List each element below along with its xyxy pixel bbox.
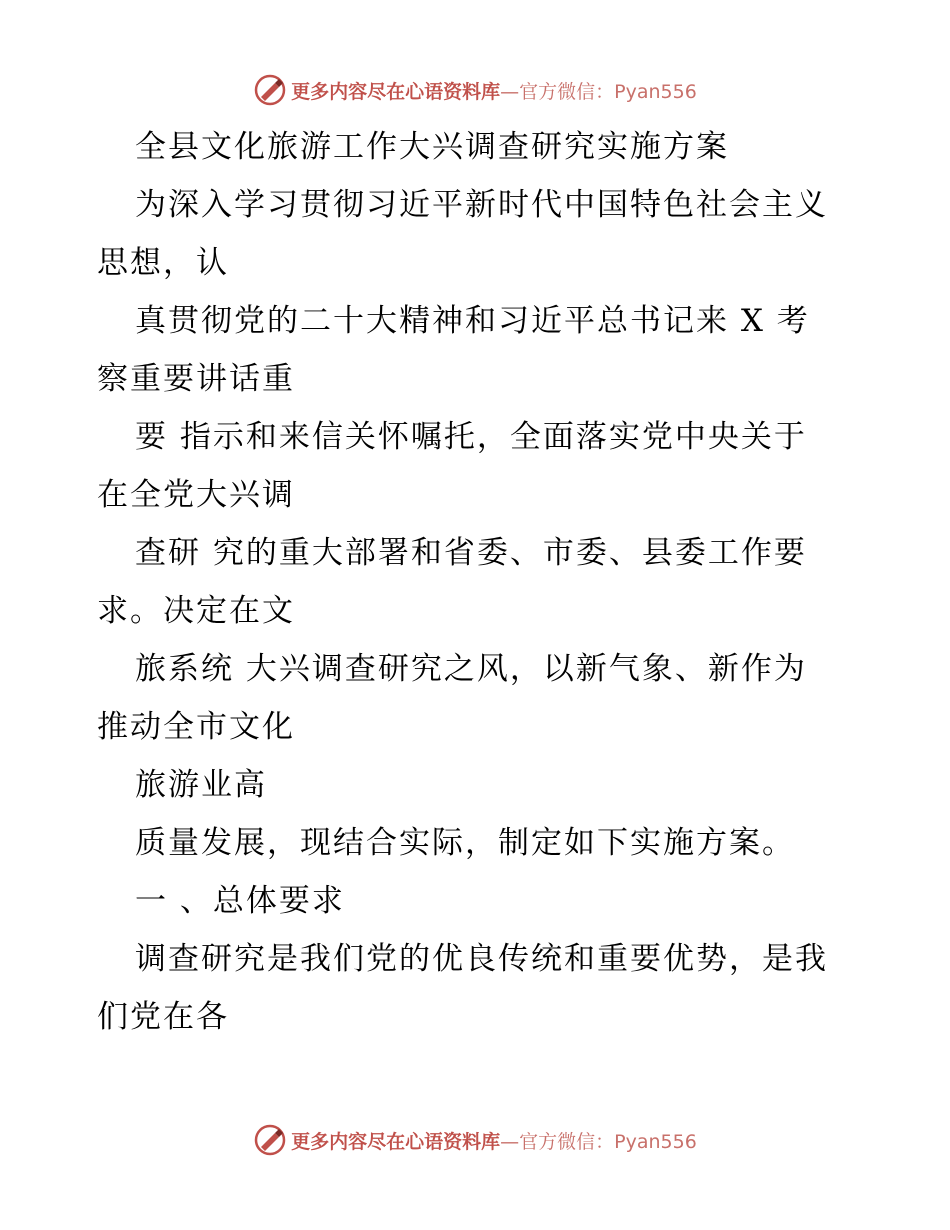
text-line: 求。决定在文 xyxy=(97,593,295,629)
section-heading: 一 、总体要求 xyxy=(135,883,345,919)
text-line: 旅游业高 xyxy=(135,767,267,803)
watermark-site: 更多内容尽在心语资料库 xyxy=(291,1130,501,1153)
text-line: 质量发展，现结合实际，制定如下实施方案。 xyxy=(135,825,795,861)
watermark-site: 更多内容尽在心语资料库 xyxy=(291,80,501,103)
watermark-wechat: 官方微信：Pyan556 xyxy=(519,80,697,103)
watermark-text xyxy=(291,1127,697,1154)
watermark-header xyxy=(0,70,950,110)
text-line: 在全党大兴调 xyxy=(97,477,295,513)
text-line: 调查研究是我们党的优良传统和重要优势，是我 xyxy=(135,941,828,977)
text-line: 推动全市文化 xyxy=(97,709,295,745)
document-title: 全县文化旅游工作大兴调查研究实施方案 xyxy=(135,129,729,165)
document-body xyxy=(97,118,857,1046)
text-line: 要 指示和来信关怀嘱托，全面落实党中央关于 xyxy=(135,419,807,455)
watermark-text xyxy=(291,77,697,104)
watermark-separator: — xyxy=(500,80,520,103)
text-line: 旅系统 大兴调查研究之风，以新气象、新作为 xyxy=(135,651,807,687)
pen-logo-icon xyxy=(253,1123,287,1157)
watermark-separator: — xyxy=(500,1130,520,1153)
text-line: 们党在各 xyxy=(97,999,229,1035)
watermark-wechat: 官方微信：Pyan556 xyxy=(519,1130,697,1153)
text-line: 查研 究的重大部署和省委、市委、县委工作要 xyxy=(135,535,807,571)
text-line: 为深入学习贯彻习近平新时代中国特色社会主义 xyxy=(135,187,828,223)
text-line: 察重要讲话重 xyxy=(97,361,295,397)
pen-logo-icon xyxy=(253,73,287,107)
watermark-footer xyxy=(0,1120,950,1160)
text-line: 思想，认 xyxy=(97,245,229,281)
text-line: 真贯彻党的二十大精神和习近平总书记来 X 考 xyxy=(135,303,810,339)
